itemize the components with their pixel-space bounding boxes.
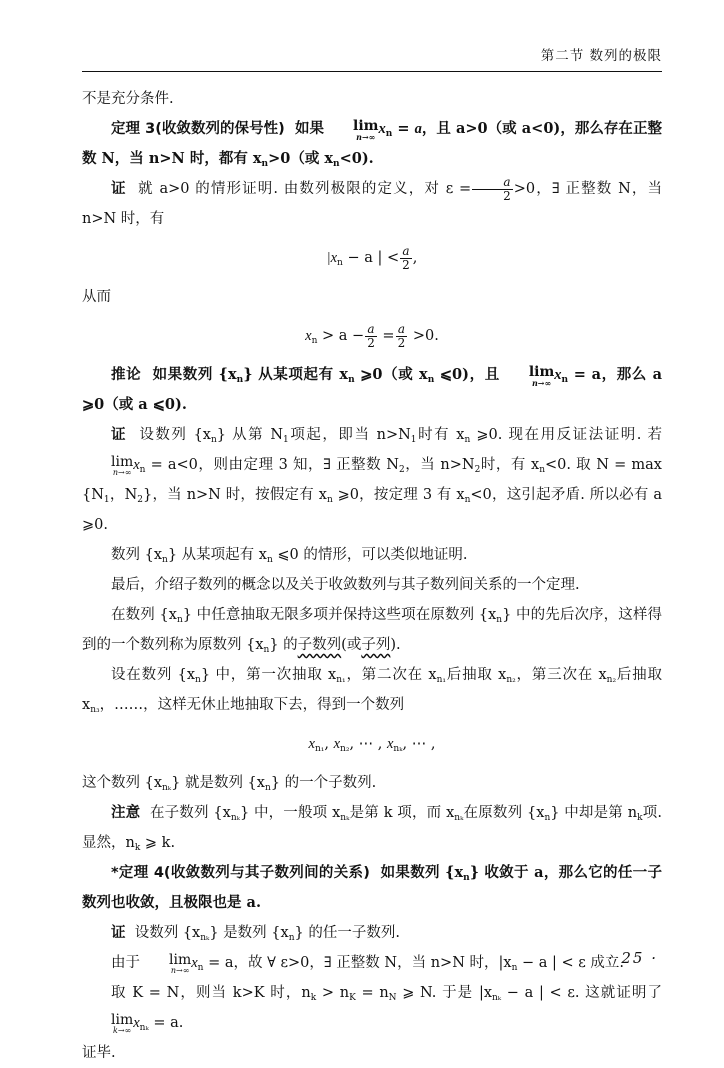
theorem-4: *定理 4(收敛数列与其子数列间的关系) 如果数列 $\{x_n\}$ 收敛于 a，那么它的任一子数列也收敛，且极限也是 a. — [82, 864, 662, 911]
proof-3: 证 就 a>0 的情形证明. 由数列极限的定义，对 ε = $\frac{a}{2}$ >0，∃ 正整数 N，当 n>N 时，有 — [82, 174, 663, 227]
paragraph-therefore: 从而 — [82, 289, 111, 305]
running-head: 第二节 数列的极限 — [540, 48, 662, 64]
proof-4-line-3: 取 K = N，则当 k>K 时，$n_k > n_K = n_N$ ⩾ N. 于是 $|x_{n_k} - a$ | < ε. 这就证明了 lim k→∞ $x_{n_k} = a$. — [111, 985, 662, 1035]
header-rule — [82, 71, 662, 72]
paragraph-definition: 在数列 $\{x_n\}$ 中任意抽取无限多项并保持这些项在原数列 $\{x_n\}$ 中的先后次序，这样得到的一个数列称为原数列 $\{x_n\}$ 的子数列(或子列). — [82, 607, 662, 655]
equation-2: $x_n > a$ − $\frac{a}{2}$ = $\frac{a}{2}$ >0. — [305, 321, 439, 350]
equation-1: $|x_n - a$ | < $\frac{a}{2}$ , — [326, 243, 418, 272]
theorem-3: 定理 3(收敛数列的保号性) 如果 lim n→∞ $x_n = a$，且 a>0（或 a<0)，那么存在正整数 N，当 n>N 时，都有 $x_n>0$（或 $x_n<0$). — [82, 118, 662, 169]
paragraph-extraction: 设在数列 $\{x_n\}$ 中，第一次抽取 $x_{n_1}$，第二次在 $x_{n_1}$后抽取 $x_{n_2}$，第三次在 $x_{n_2}$后抽取 $x_{n_3}$，……，这样无休止地抽取下去，得到一个数列 — [82, 667, 662, 715]
corollary-proof: 证 设数列 $\{x_n\}$ 从第 $N_1$项起，即当 $n>N_1$时有 $x_n$ ⩾0. 现在用反证法证明. 若 lim n→∞ $x_n = a<0$，则由定理 3 知，∃ 正整数 $N_2$，当 $n>N_2$时，有 $x_n<0$. 取 $N = \max \{N_1$，$N_2$}，当 n>N 时，按假定有 $x_n$ ⩾0，按定理 3 有 $x_n<0$，这引起矛盾. 所以必有 a ⩾0. — [82, 427, 663, 533]
page-number: · 25 · — [607, 949, 658, 967]
paragraph-subsequence: 这个数列 $\{x_{n_k}\}$ 就是数列 $\{x_n\}$ 的一个子数列. — [82, 775, 377, 793]
note: 注意 在子数列 $\{x_{n_k}\}$ 中，一般项 $x_{n_k}$是第 k 项，而 $x_{n_k}$在原数列 $\{x_n\}$ 中却是第 $n_k$项. 显然，$n_k$ ⩾ k. — [82, 805, 663, 853]
equation-3: $x_{n_1}$, $x_{n_2}$, ⋯ , $x_{n_k}$, ⋯ , — [308, 736, 436, 754]
paragraph-intro: 最后，介绍子数列的概念以及关于收敛数列与其子数列间关系的一个定理. — [111, 577, 580, 593]
paragraph-continuation: 不是充分条件. — [82, 91, 174, 107]
corollary: 推论 如果数列 $\{x_n\}$ 从某项起有 $x_n$ ⩾0（或 $x_n$ ⩽0)，且 lim n→∞ $x_n = a$，那么 a ⩾0（或 a ⩽0). — [82, 364, 662, 413]
page-content — [82, 84, 662, 1068]
proof-end: 证毕. — [82, 1045, 116, 1061]
proof-4-line-1: 证 设数列 $\{x_{n_k}\}$ 是数列 $\{x_n\}$ 的任一子数列. — [111, 925, 400, 943]
paragraph-similar: 数列 $\{x_n\}$ 从某项起有 $x_n$ ⩽0 的情形，可以类似地证明. — [111, 547, 468, 565]
proof-4-line-2: 由于 lim n→∞ $x_n = a$，故 ∀ ε>0，∃ 正整数 N，当 n>N 时，$|x_n - a$ | < ε 成立. — [111, 952, 624, 975]
